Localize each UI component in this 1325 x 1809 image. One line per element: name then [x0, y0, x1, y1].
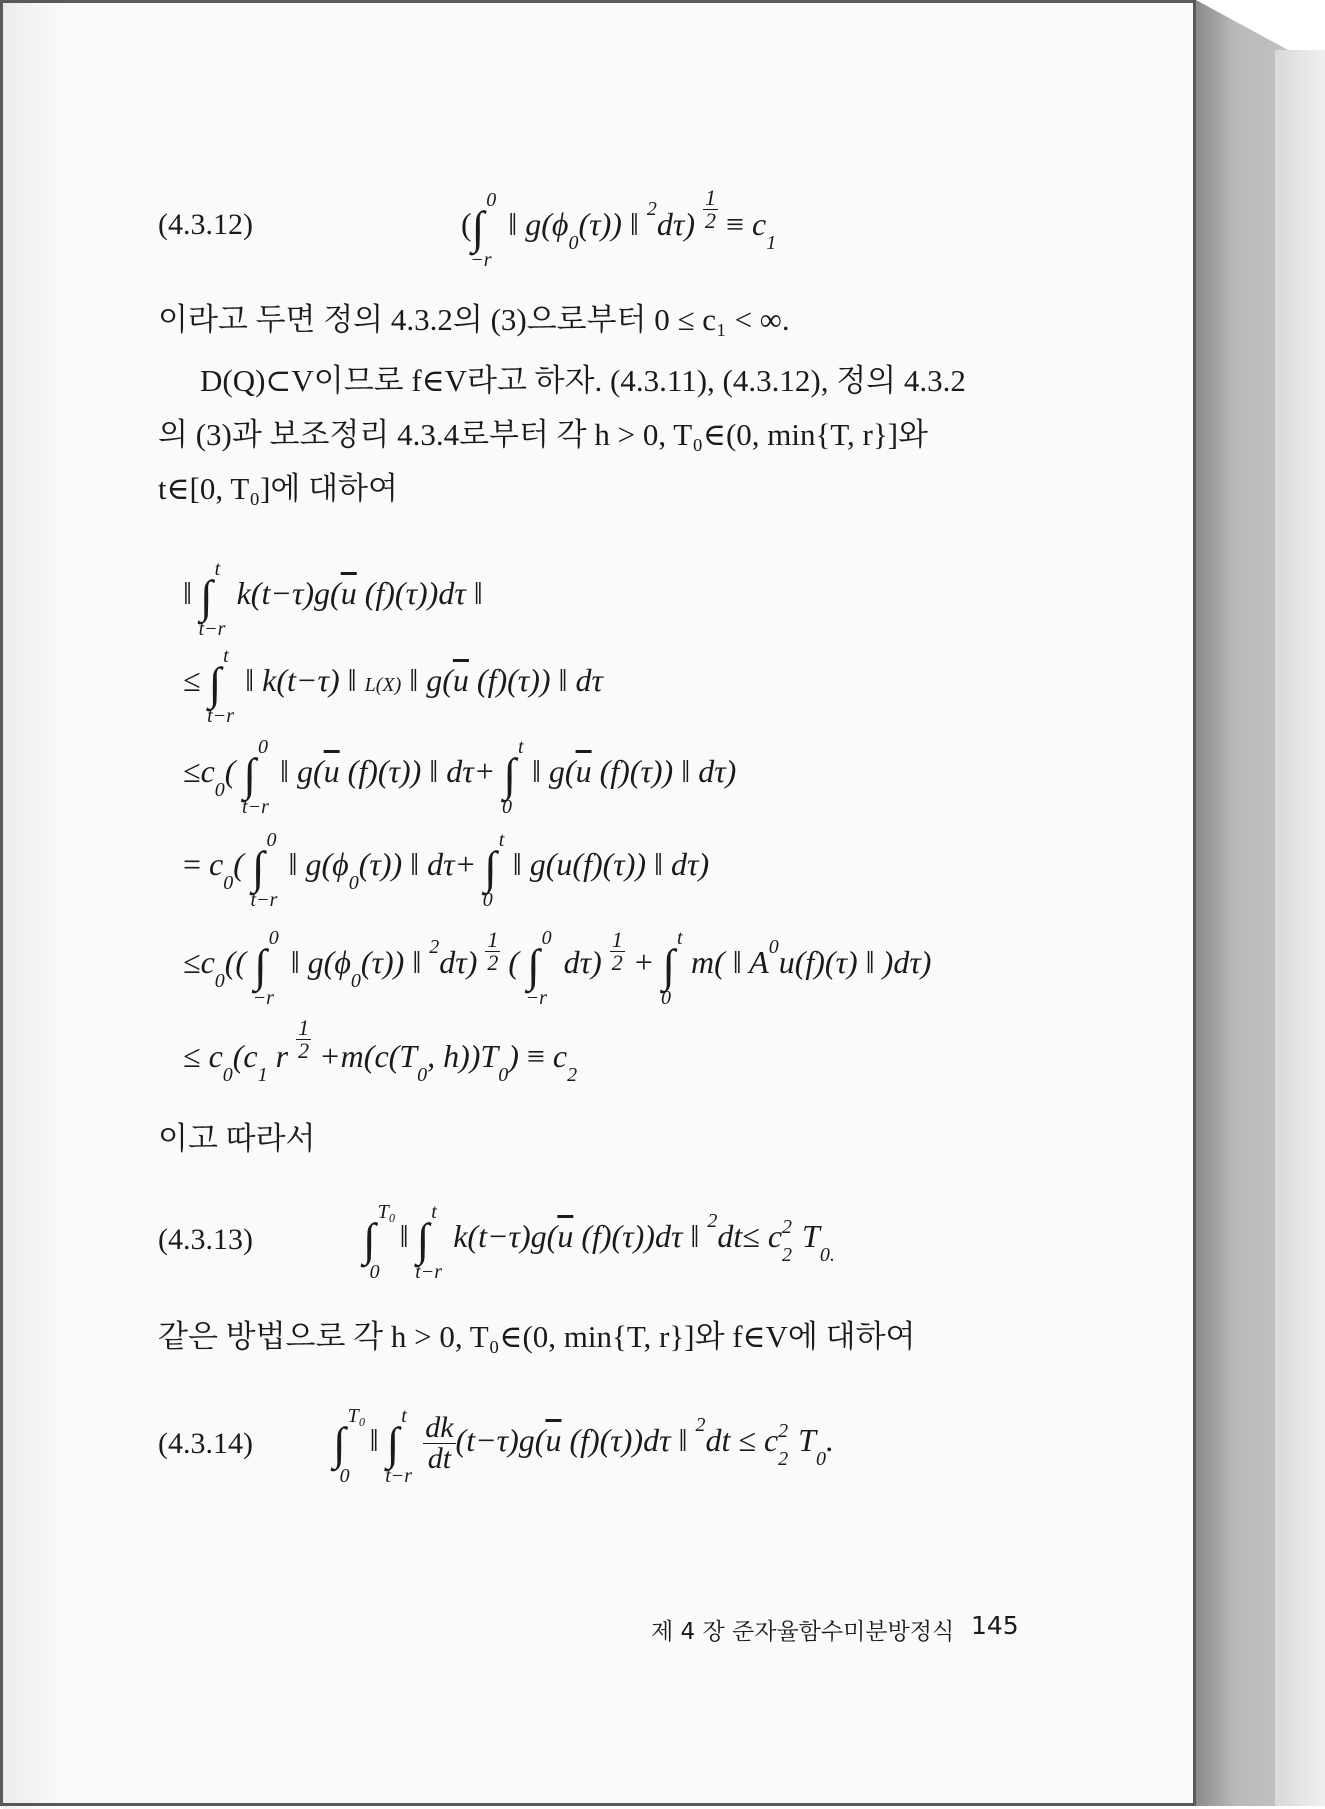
paragraph-text: 의 (3)과 보조정리 4.3.4로부터 각 h > 0, T₀∈(0, min{T, r}]와 — [158, 417, 929, 452]
paragraph-text: 이라고 두면 정의 4.3.2의 (3)으로부터 0 ≤ c₁ < ∞. — [158, 302, 790, 337]
page-number: 145 — [971, 1611, 1019, 1640]
derivation-row: $\le c_0$(( ∫ 0 −r ‖ $g(\phi_0(\tau))$ ‖ $^2$dτ) $\frac{1}{2}$ ( ∫ 0 −r dτ) $\frac{1}{2}$ + ∫ t 0 m( ‖ $A^0u(f)(\tau)$ ‖ )dτ) — [183, 927, 932, 1009]
equation-4-3-13: ∫ T₀ 0 ‖ ∫ t t−r $k(t-\tau)g(\overline{u}$ (f)(τ))dτ ‖ $^2dt\le c_2^2$ $T_{0.}$ — [363, 1201, 835, 1283]
paragraph-text: 같은 방법으로 각 h > 0, T₀∈(0, min{T, r}]와 f∈V에 대하여 — [158, 1319, 916, 1354]
derivation-row: ≤ $c_0(c_1$ r $\frac{1}{2}$ $+m(c(T_0$, $h))T_0) \equiv c_2$ — [183, 1015, 578, 1086]
derivation-row: ‖ ∫ t t−r $k(t-\tau)g(\overline{u}$ (f)(τ))dτ ‖ — [183, 558, 483, 640]
derivation-row: $\le c_0$( ∫ 0 t−r ‖ $g(\overline{u}$ (f)(τ)) ‖ dτ+ ∫ t 0 ‖ $g(\overline{u}$ (f)(τ)) ‖ dτ) — [183, 736, 737, 818]
book-page-stack — [1275, 50, 1325, 1806]
paragraph-text: t∈[0, T₀]에 대하여 — [158, 471, 398, 506]
paragraph-text: 이고 따라서 — [158, 1121, 316, 1156]
derivation-row: ≤ ∫ t t−r ‖ k(t−τ) ‖ L(X) ‖ $g(\overline{u}$ (f)(τ)) ‖ dτ — [183, 645, 603, 727]
paragraph-text: D(Q)⊂V이므로 f∈V라고 하자. (4.3.11), (4.3.12), 정의 4.3.2 — [200, 363, 966, 398]
page-spine-shadow — [3, 3, 63, 1809]
equation-4-3-12: (∫ 0 −r ‖ $g(\phi_0(\tau))$ ‖ $^2$dτ) $\frac{1}{2}$ ≡ $c_1$ — [461, 185, 777, 271]
equation-number: (4.3.13) — [158, 1223, 253, 1256]
equation-4-3-14: ∫ T₀ 0 ‖ ∫ t t−r $\frac{dk}{dt}(t-\tau)g(\overline{u}$ (f)(τ))dτ ‖ $^2dt \le c_2^2$ $T_0$. — [333, 1404, 834, 1487]
derivation-row: = $c_0$( ∫ 0 t−r ‖ $g(\phi_0(\tau))$ ‖ dτ+ ∫ t 0 ‖ g(u(f)(τ)) ‖ dτ) — [183, 829, 710, 911]
running-footer: 제 4 장 준자율함수미분방정식 — [651, 1619, 955, 1645]
equation-number: (4.3.14) — [158, 1427, 253, 1460]
equation-number: (4.3.12) — [158, 208, 253, 241]
